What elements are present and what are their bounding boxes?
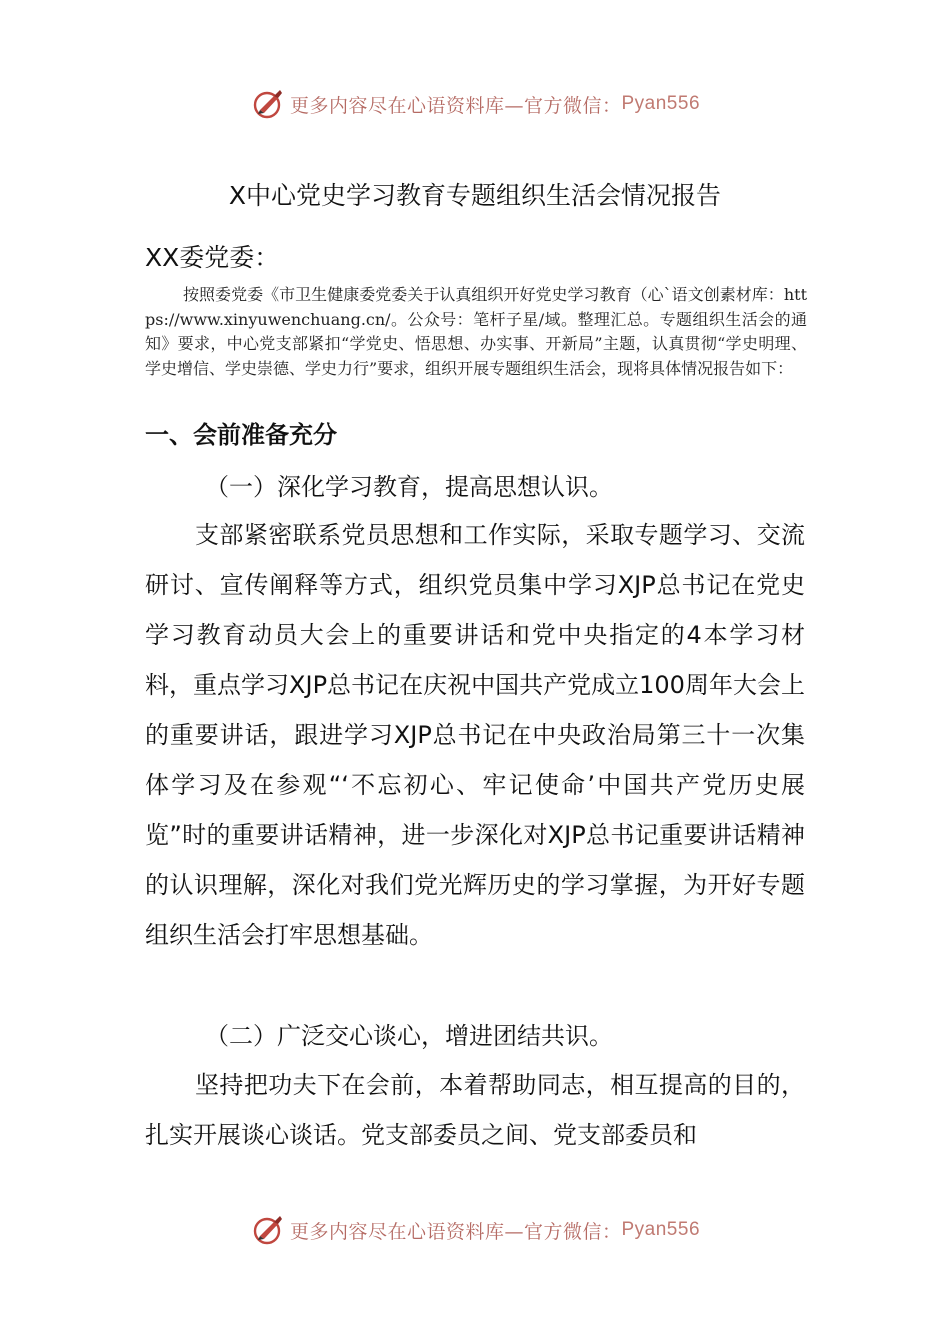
watermark-wechat-id: Pyan556 — [621, 93, 701, 114]
subsection-heading-2: （二）广泛交心谈心，增进团结共识。 — [205, 1022, 613, 1050]
paragraph-1: 支部紧密联系党员思想和工作实际，采取专题学习、交流研讨、宣传阐释等方式，组织党员集中学习XJP总书记在党史学习教育动员大会上的重要讲话和党中央指定的4本学习材料，重点学习XJP总书记在庆祝中国共产党成立100周年大会上的重要讲话，跟进学习XJP总书记在中央政治局第三十一次集体学习及在参观“‘不忘初心、牢记使命’中国共产党历史展览”时的重要讲话精神，进一步深化对XJP总书记重要讲话精神的认识理解，深化对我们党光辉历史的学习掌握，为开好专题组织生活会打牢思想基础。 — [145, 521, 805, 949]
pen-logo-icon — [250, 1212, 286, 1248]
watermark-banner-bottom — [0, 1210, 950, 1250]
subsection-heading-1: （一）深化学习教育，提高思想认识。 — [205, 473, 613, 501]
intro-paragraph: 按照委党委《市卫生健康委党委关于认真组织开好党史学习教育（心`语文创素材库：https://www.xinyuwenchuang.cn/。公众号：笔杆子星/域。整理汇总。专题组织生活会的通知》要求，中心党支部紧扣“学党史、悟思想、办实事、开新局”主题，认真贯彻“学史明理、学史增信、学史崇德、学史力行”要求，组织开展专题组织生活会，现将具体情况报告如下： — [145, 285, 807, 378]
watermark-text: 更多内容尽在心语资料库—官方微信： — [289, 94, 622, 117]
watermark-banner-top — [0, 84, 950, 124]
pen-logo-icon — [250, 86, 286, 122]
salutation: XX委党委： — [145, 243, 280, 272]
paragraph-2: 坚持把功夫下在会前，本着帮助同志，相互提高的目的，扎实开展谈心谈话。党支部委员之间、党支部委员和 — [145, 1071, 805, 1149]
document-title: X中心党史学习教育专题组织生活会情况报告 — [228, 181, 722, 210]
section-heading-1: 一、会前准备充分 — [145, 421, 337, 449]
watermark-wechat-id: Pyan556 — [621, 1219, 701, 1240]
watermark-text: 更多内容尽在心语资料库—官方微信： — [289, 1220, 622, 1243]
